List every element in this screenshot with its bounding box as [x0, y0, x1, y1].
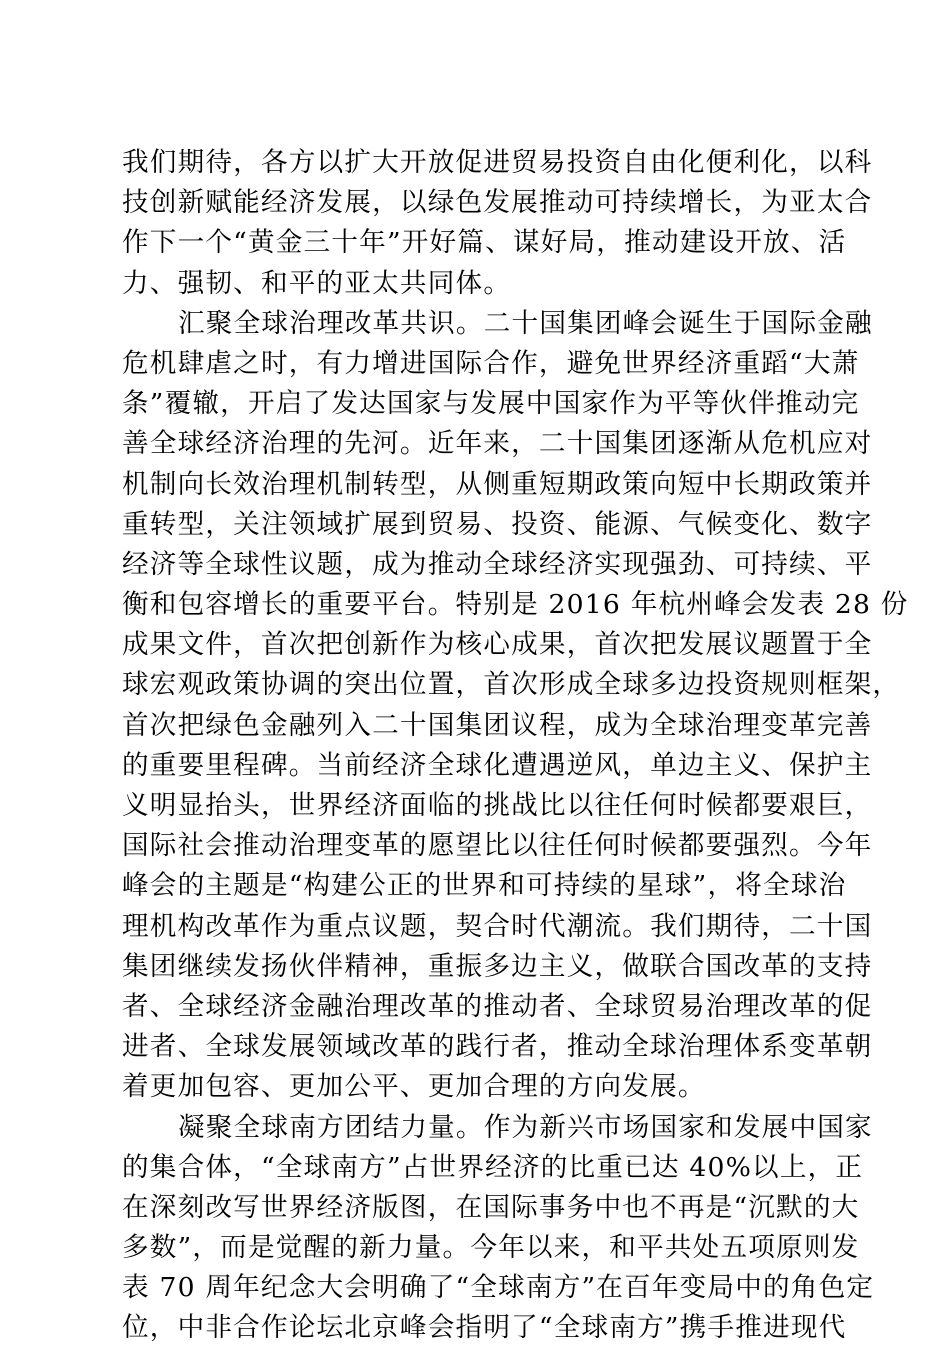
paragraph-3-line-5: 表 70 周年纪念大会明确了“全球南方”在百年变局中的角色定 [122, 1272, 875, 1304]
paragraph-2-line-4: 善全球经济治理的先河。近年来，二十国集团逐渐从危机应对 [122, 428, 873, 460]
paragraph-1-line-4: 力、强韧、和平的亚太共同体。 [122, 267, 512, 299]
paragraph-2-line-20: 着更加包容、更加公平、更加合理的方向发展。 [122, 1071, 706, 1103]
paragraph-2-line-15: 峰会的主题是“构建公正的世界和可持续的星球”，将全球治 [122, 870, 847, 902]
paragraph-3-line-2: 的集合体，“全球南方”占世界经济的比重已达 40%以上，正 [122, 1151, 864, 1183]
paragraph-2-line-13: 义明显抬头，世界经济面临的挑战比以往任何时候都要艰巨， [122, 790, 873, 821]
body-text [122, 143, 909, 1349]
paragraph-1-line-2: 技创新赋能经济发展，以绿色发展推动可持续增长，为亚太合 [122, 187, 873, 219]
paragraph-2-line-8: 衡和包容增长的重要平台。特别是 2016 年杭州峰会发表 28 份 [122, 589, 909, 621]
paragraph-2-line-7: 经济等全球性议题，成为推动全球经济实现强劲、可持续、平 [122, 548, 873, 580]
paragraph-2-line-10: 球宏观政策协调的突出位置，首次形成全球多边投资规则框架， [122, 669, 901, 701]
paragraph-1-line-3: 作下一个“黄金三十年”开好篇、谋好局，推动建设开放、活 [122, 227, 847, 259]
paragraph-3-line-1: 凝聚全球南方团结力量。作为新兴市场国家和发展中国家 [178, 1111, 873, 1143]
paragraph-2-line-18: 者、全球经济金融治理改革的推动者、全球贸易治理改革的促 [122, 990, 873, 1022]
paragraph-2-line-16: 理机构改革作为重点议题，契合时代潮流。我们期待，二十国 [122, 910, 873, 942]
paragraph-1-line-1: 我们期待，各方以扩大开放促进贸易投资自由化便利化，以科 [122, 147, 873, 178]
paragraph-3-line-3: 在深刻改写世界经济版图，在国际事务中也不再是“沉默的大 [122, 1191, 860, 1223]
paragraph-2-line-2: 危机肆虐之时，有力增进国际合作，避免世界经济重蹈“大萧 [122, 347, 860, 379]
paragraph-2-line-9: 成果文件，首次把创新作为核心成果，首次把发展议题置于全 [122, 629, 873, 661]
paragraph-2-line-12: 的重要里程碑。当前经济全球化遭遇逆风，单边主义、保护主 [122, 749, 873, 781]
paragraph-2-line-3: 条”覆辙，开启了发达国家与发展中国家作为平等伙伴推动完 [122, 388, 860, 420]
paragraph-2-line-11: 首次把绿色金融列入二十国集团议程，成为全球治理变革完善 [122, 709, 873, 741]
paragraph-3-line-4: 多数”，而是觉醒的新力量。今年以来，和平共处五项原则发 [122, 1232, 860, 1264]
paragraph-2-line-17: 集团继续发扬伙伴精神，重振多边主义，做联合国改革的支持 [122, 950, 873, 982]
paragraph-2-line-5: 机制向长效治理机制转型，从侧重短期政策向短中长期政策并 [122, 468, 873, 500]
paragraph-2-line-19: 进者、全球发展领域改革的践行者，推动全球治理体系变革朝 [122, 1031, 873, 1063]
paragraph-2-line-6: 重转型，关注领域扩展到贸易、投资、能源、气候变化、数字 [122, 508, 873, 540]
paragraph-3-line-6: 位，中非合作论坛北京峰会指明了“全球南方”携手推进现代 [122, 1312, 847, 1344]
paragraph-2-line-1: 汇聚全球治理改革共识。二十国集团峰会诞生于国际金融 [178, 307, 873, 339]
paragraph-2-line-14: 国际社会推动治理变革的愿望比以往任何时候都要强烈。今年 [122, 830, 873, 862]
